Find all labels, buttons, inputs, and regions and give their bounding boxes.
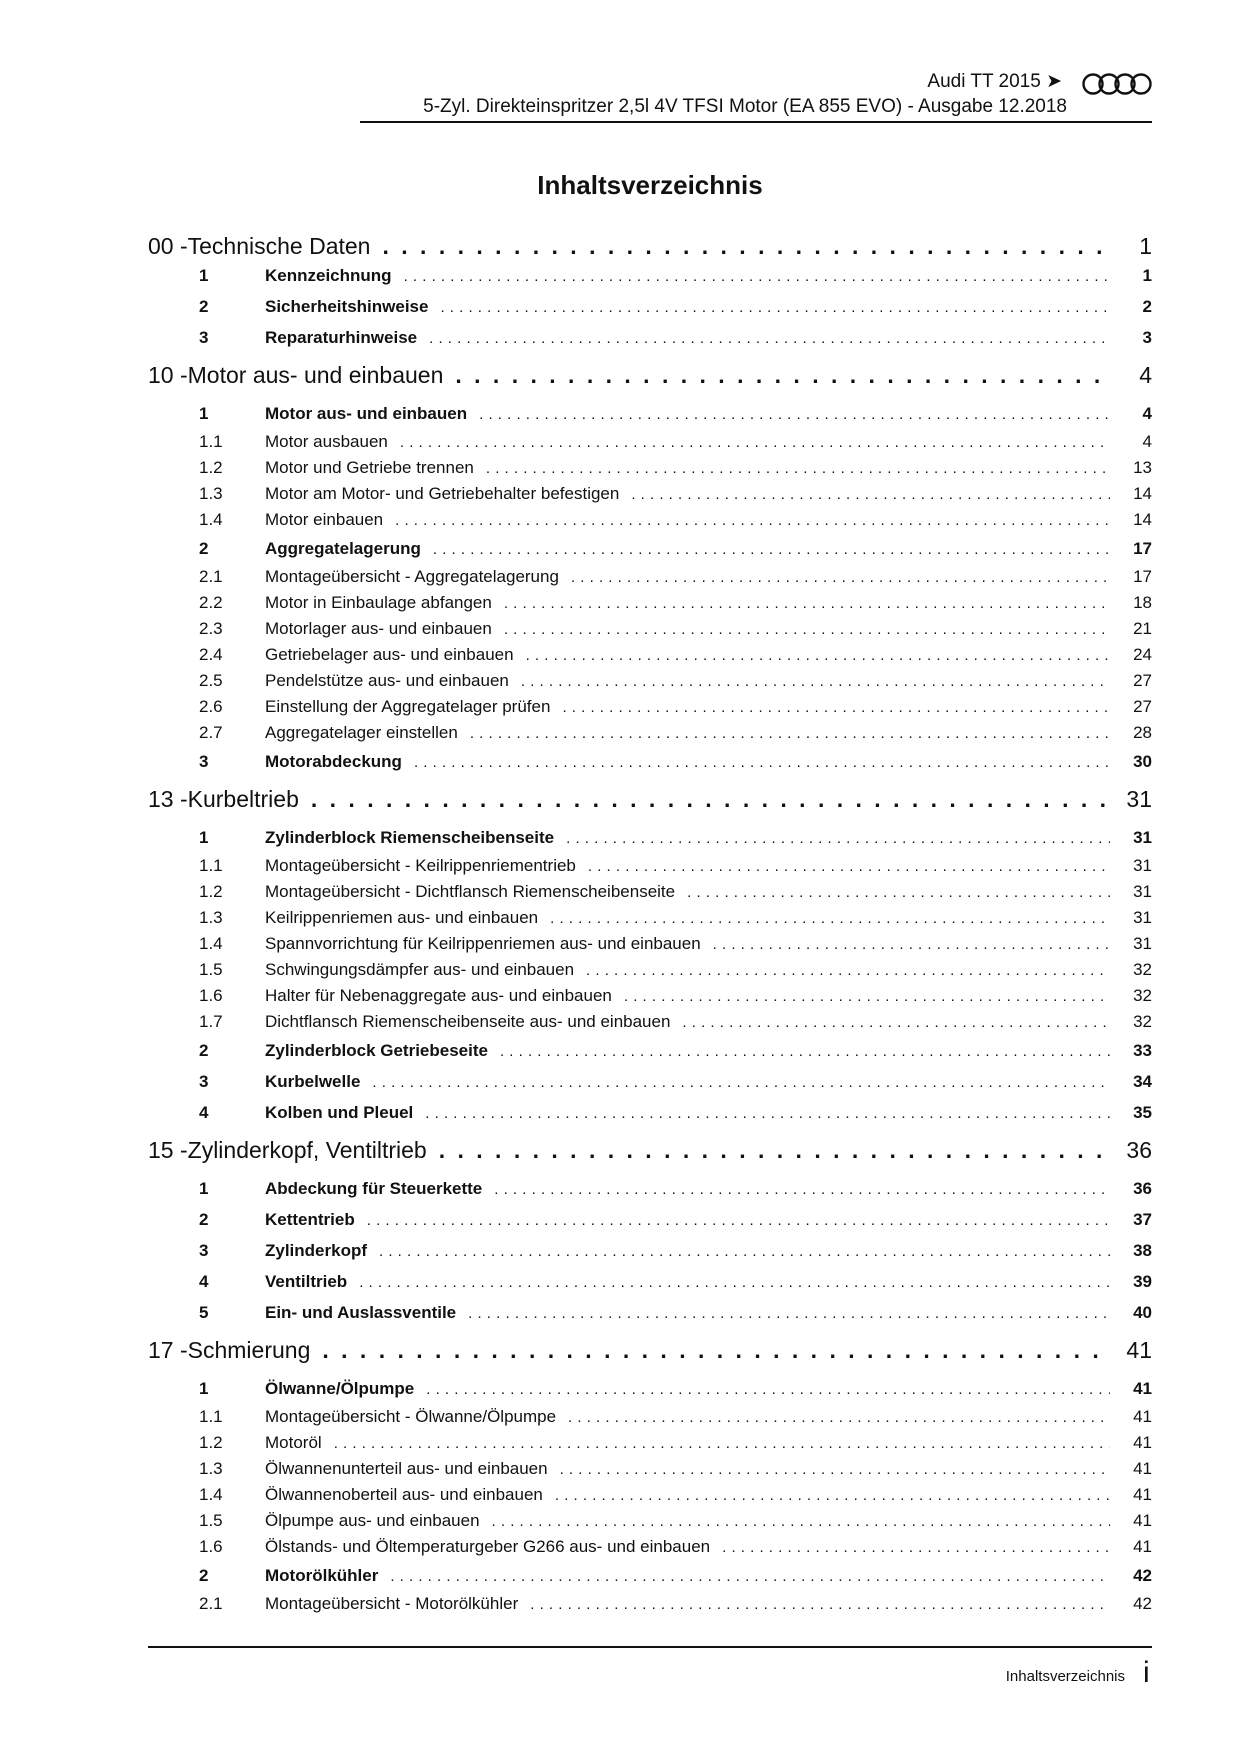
entry-title: Getriebelager aus- und einbauen [265,645,514,664]
leader-dots [504,617,1110,643]
entry-title: Spannvorrichtung für Keilrippenriemen aus- und einbauen [265,934,701,953]
entry-page: 31 [1133,828,1152,847]
leader-dots [440,292,1110,323]
leader-dots [479,399,1110,430]
entry-number: 1.2 [199,1433,223,1452]
toc-entry-bold[interactable] [148,1173,1152,1204]
entry-title: Ölwannenoberteil aus- und einbauen [265,1485,543,1504]
entry-title: Schmierung [187,1337,311,1363]
toc-entry-sub[interactable] [148,668,1152,694]
leader-dots [429,323,1110,354]
entry-title: Motorlager aus- und einbauen [265,619,492,638]
leader-dots [322,1328,1110,1373]
entry-page: 32 [1133,986,1152,1005]
entry-page: 37 [1133,1210,1152,1229]
leader-dots [550,906,1110,932]
entry-number: 1 [199,1179,209,1198]
entry-number: 1.3 [199,908,223,927]
toc-entry-bold[interactable] [148,1560,1152,1591]
entry-page: 27 [1133,671,1152,690]
toc-entry-sub[interactable] [148,1430,1152,1456]
entry-number: 1.4 [199,1485,223,1504]
entry-number: 1.3 [199,1459,223,1478]
entry-page: 40 [1133,1303,1152,1322]
entry-title: Reparaturhinweise [265,328,418,347]
entry-page: 34 [1133,1072,1152,1091]
toc-entry-sub[interactable] [148,1404,1152,1430]
entry-number: 1.1 [199,1407,223,1426]
entry-number: 1.7 [199,1012,223,1031]
leader-dots [722,1535,1110,1561]
entry-number: 1.1 [199,432,223,451]
leader-dots [588,854,1110,880]
leader-dots [367,1205,1110,1236]
toc-entry-bold[interactable] [148,322,1152,353]
leader-dots [382,232,1110,260]
entry-page: 41 [1133,1485,1152,1504]
toc-entry-bold[interactable] [148,1035,1152,1066]
entry-number: 1 [199,1379,209,1398]
leader-dots [682,1010,1110,1036]
entry-page: 32 [1133,960,1152,979]
entry-title: Zylinderblock Riemenscheibenseite [265,828,555,847]
entry-page: 18 [1133,593,1152,612]
footer-page-number: i [1143,1656,1150,1689]
toc-entry-bold[interactable] [148,1297,1152,1328]
entry-page: 4 [1142,432,1152,451]
entry-number: 1 [199,404,209,423]
entry-title: Technische Daten [187,233,371,259]
toc-entry-bold[interactable] [148,1235,1152,1266]
header-model: Audi TT 2015 ➤ [927,71,1062,92]
leader-dots [334,1431,1110,1457]
entry-title: Motor und Getriebe trennen [265,458,474,477]
leader-dots [562,695,1110,721]
entry-page: 41 [1133,1407,1152,1426]
leader-dots [311,777,1110,822]
entry-number: 00 - [148,233,188,259]
entry-page: 36 [1133,1179,1152,1198]
entry-title: Sicherheitshinweise [265,297,429,316]
entry-page: 24 [1133,645,1152,664]
leader-dots [492,1509,1110,1535]
entry-number: 1.4 [199,510,223,529]
toc-entry-sub[interactable] [148,957,1152,983]
entry-page: 2 [1142,297,1152,316]
entry-title: Dichtflansch Riemenscheibenseite aus- und einbauen [265,1012,671,1031]
entry-title: Aggregatelagerung [265,539,421,558]
entry-title: Aggregatelager einstellen [265,723,458,742]
leader-dots [414,747,1110,778]
toc-entry-chapter[interactable] [148,232,1152,260]
table-of-contents [148,232,1152,1617]
entry-number: 2 [199,1041,209,1060]
entry-page: 41 [1126,1337,1152,1363]
entry-page: 21 [1133,619,1152,638]
toc-entry-chapter[interactable] [148,1328,1152,1373]
entry-number: 2 [199,1210,209,1229]
audi-rings-logo [1082,73,1152,95]
entry-number: 1.5 [199,1511,223,1530]
toc-entry-bold[interactable] [148,1066,1152,1097]
entry-page: 41 [1133,1459,1152,1478]
entry-page: 31 [1126,786,1152,812]
entry-title: Motor aus- und einbauen [187,362,444,388]
entry-title: Abdeckung für Steuerkette [265,1179,483,1198]
leader-dots [521,669,1110,695]
entry-number: 1.3 [199,484,223,503]
leader-dots [631,482,1110,508]
leader-dots [390,1561,1110,1592]
entry-title: Ölstands- und Öltemperaturgeber G266 aus- und einbauen [265,1537,711,1556]
entry-page: 28 [1133,723,1152,742]
entry-page: 32 [1133,1012,1152,1031]
toc-entry-bold[interactable] [148,260,1152,291]
leader-dots [359,1267,1110,1298]
entry-page: 31 [1133,934,1152,953]
entry-page: 39 [1133,1272,1152,1291]
toc-entry-bold[interactable] [148,1097,1152,1128]
leader-dots [571,565,1110,591]
entry-page: 33 [1133,1041,1152,1060]
entry-number: 1.6 [199,986,223,1005]
leader-dots [425,1098,1110,1129]
toc-entry-bold[interactable] [148,533,1152,564]
toc-entry-bold[interactable] [148,1266,1152,1297]
toc-entry-bold[interactable] [148,398,1152,429]
leader-dots [500,1036,1110,1067]
entry-page: 41 [1133,1433,1152,1452]
toc-entry-chapter[interactable] [148,353,1152,398]
entry-title: Keilrippenriemen aus- und einbauen [265,908,539,927]
entry-number: 2.1 [199,567,223,586]
leader-dots [526,643,1110,669]
entry-number: 2.4 [199,645,223,664]
entry-number: 3 [199,1072,209,1091]
toc-entry-sub[interactable] [148,616,1152,642]
entry-page: 17 [1133,567,1152,586]
entry-number: 2.1 [199,1594,223,1613]
leader-dots [560,1457,1110,1483]
leader-dots [568,1405,1110,1431]
leader-dots [713,932,1110,958]
toc-entry-sub[interactable] [148,1009,1152,1035]
footer-divider [148,1646,1152,1648]
entry-title: Schwingungsdämpfer aus- und einbauen [265,960,575,979]
entry-number: 2.2 [199,593,223,612]
toc-entry-sub[interactable] [148,642,1152,668]
toc-entry-bold[interactable] [148,1373,1152,1404]
entry-number: 1.6 [199,1537,223,1556]
entry-page: 1 [1139,233,1152,259]
toc-entry-chapter[interactable] [148,1128,1152,1173]
entry-number: 2.6 [199,697,223,716]
toc-entry-sub[interactable] [148,590,1152,616]
entry-title: Zylinderkopf, Ventiltrieb [187,1137,427,1163]
entry-title: Ölwanne/Ölpumpe [265,1379,415,1398]
leader-dots [426,1374,1110,1405]
entry-number: 15 - [148,1137,188,1163]
entry-page: 36 [1126,1137,1152,1163]
entry-title: Kolben und Pleuel [265,1103,414,1122]
toc-entry-sub[interactable] [148,429,1152,455]
toc-entry-sub[interactable] [148,905,1152,931]
entry-number: 1.2 [199,458,223,477]
leader-dots [372,1067,1110,1098]
entry-title: Zylinderkopf [265,1241,368,1260]
entry-title: Ölpumpe aus- und einbauen [265,1511,480,1530]
entry-title: Kurbeltrieb [187,786,299,812]
entry-number: 1.1 [199,856,223,875]
entry-number: 3 [199,1241,209,1260]
entry-page: 27 [1133,697,1152,716]
entry-page: 38 [1133,1241,1152,1260]
entry-page: 17 [1133,539,1152,558]
entry-page: 4 [1139,362,1152,388]
entry-page: 41 [1133,1379,1152,1398]
entry-page: 31 [1133,882,1152,901]
entry-number: 2 [199,1566,209,1585]
entry-number: 2.7 [199,723,223,742]
entry-number: 1 [199,266,209,285]
entry-title: Montageübersicht - Ölwanne/Ölpumpe [265,1407,557,1426]
toc-entry-sub[interactable] [148,983,1152,1009]
leader-dots [379,1236,1110,1267]
toc-entry-sub[interactable] [148,1456,1152,1482]
toc-entry-bold[interactable] [148,746,1152,777]
entry-page: 42 [1133,1594,1152,1613]
entry-number: 3 [199,752,209,771]
entry-number: 2 [199,539,209,558]
entry-title: Kurbelwelle [265,1072,361,1091]
leader-dots [470,721,1110,747]
leader-dots [404,261,1110,292]
page-title: Inhaltsverzeichnis [537,170,763,200]
entry-page: 3 [1142,328,1152,347]
leader-dots [504,591,1110,617]
entry-page: 14 [1133,484,1152,503]
toc-entry-sub[interactable] [148,1482,1152,1508]
entry-title: Einstellung der Aggregatelager prüfen [265,697,551,716]
entry-title: Motor einbauen [265,510,384,529]
header-subtitle [360,96,1152,123]
entry-number: 10 - [148,362,188,388]
entry-number: 13 - [148,786,188,812]
toc-entry-sub[interactable] [148,564,1152,590]
toc-entry-bold[interactable] [148,291,1152,322]
entry-page: 14 [1133,510,1152,529]
leader-dots [433,534,1110,565]
entry-number: 1.4 [199,934,223,953]
entry-page: 31 [1133,908,1152,927]
leader-dots [624,984,1110,1010]
entry-title: Kettentrieb [265,1210,355,1229]
toc-entry-sub[interactable] [148,1591,1152,1617]
entry-title: Ölwannenunterteil aus- und einbauen [265,1459,548,1478]
entry-page: 42 [1133,1566,1152,1585]
entry-number: 1.2 [199,882,223,901]
entry-title: Zylinderblock Getriebeseite [265,1041,488,1060]
leader-dots [400,430,1110,456]
entry-title: Montageübersicht - Keilrippenriementrieb [265,856,576,875]
entry-title: Pendelstütze aus- und einbauen [265,671,509,690]
toc-entry-sub[interactable] [148,931,1152,957]
footer-label: Inhaltsverzeichnis [1005,1668,1125,1685]
header-subtitle-text: 5-Zyl. Direkteinspritzer 2,5l 4V TFSI Motor (EA 855 EVO) - Ausgabe 12.2018 [423,96,1067,117]
entry-title: Montageübersicht - Motorölkühler [265,1594,519,1613]
entry-title: Motor in Einbaulage abfangen [265,593,492,612]
entry-page: 13 [1133,458,1152,477]
entry-number: 1.5 [199,960,223,979]
entry-number: 4 [199,1103,209,1122]
leader-dots [439,1128,1110,1173]
leader-dots [586,958,1110,984]
toc-entry-sub[interactable] [148,694,1152,720]
entry-number: 17 - [148,1337,188,1363]
leader-dots [530,1592,1110,1618]
entry-title: Motorabdeckung [265,752,402,771]
entry-title: Halter für Nebenaggregate aus- und einbauen [265,986,612,1005]
entry-title: Motor am Motor- und Getriebehalter befestigen [265,484,620,503]
entry-page: 35 [1133,1103,1152,1122]
entry-number: 4 [199,1272,209,1291]
entry-page: 30 [1133,752,1152,771]
toc-entry-chapter[interactable] [148,777,1152,822]
entry-page: 31 [1133,856,1152,875]
toc-entry-sub[interactable] [148,1508,1152,1534]
entry-number: 3 [199,328,209,347]
toc-entry-bold[interactable] [148,822,1152,853]
entry-title: Motoröl [265,1433,322,1452]
entry-title: Motorölkühler [265,1566,379,1585]
toc-entry-sub[interactable] [148,507,1152,533]
leader-dots [455,353,1110,398]
entry-page: 1 [1142,266,1152,285]
toc-entry-sub[interactable] [148,879,1152,905]
entry-page: 4 [1142,404,1152,423]
entry-number: 1 [199,828,209,847]
entry-title: Kennzeichnung [265,266,392,285]
toc-entry-sub[interactable] [148,1534,1152,1560]
toc-entry-sub[interactable] [148,455,1152,481]
leader-dots [486,456,1110,482]
entry-title: Ein- und Auslassventile [265,1303,457,1322]
toc-entry-bold[interactable] [148,1204,1152,1235]
entry-number: 5 [199,1303,209,1322]
entry-number: 2 [199,297,209,316]
entry-title: Motor ausbauen [265,432,388,451]
leader-dots [468,1298,1110,1329]
entry-title: Montageübersicht - Dichtflansch Riemenscheibenseite [265,882,676,901]
entry-number: 2.3 [199,619,223,638]
leader-dots [555,1483,1110,1509]
entry-title: Ventiltrieb [265,1272,348,1291]
leader-dots [395,508,1110,534]
leader-dots [566,823,1110,854]
leader-dots [494,1174,1110,1205]
leader-dots [687,880,1110,906]
toc-entry-sub[interactable] [148,720,1152,746]
entry-title: Montageübersicht - Aggregatelagerung [265,567,559,586]
entry-number: 2.5 [199,671,223,690]
toc-entry-sub[interactable] [148,853,1152,879]
toc-entry-sub[interactable] [148,481,1152,507]
entry-title: Motor aus- und einbauen [265,404,468,423]
entry-page: 41 [1133,1537,1152,1556]
entry-page: 41 [1133,1511,1152,1530]
